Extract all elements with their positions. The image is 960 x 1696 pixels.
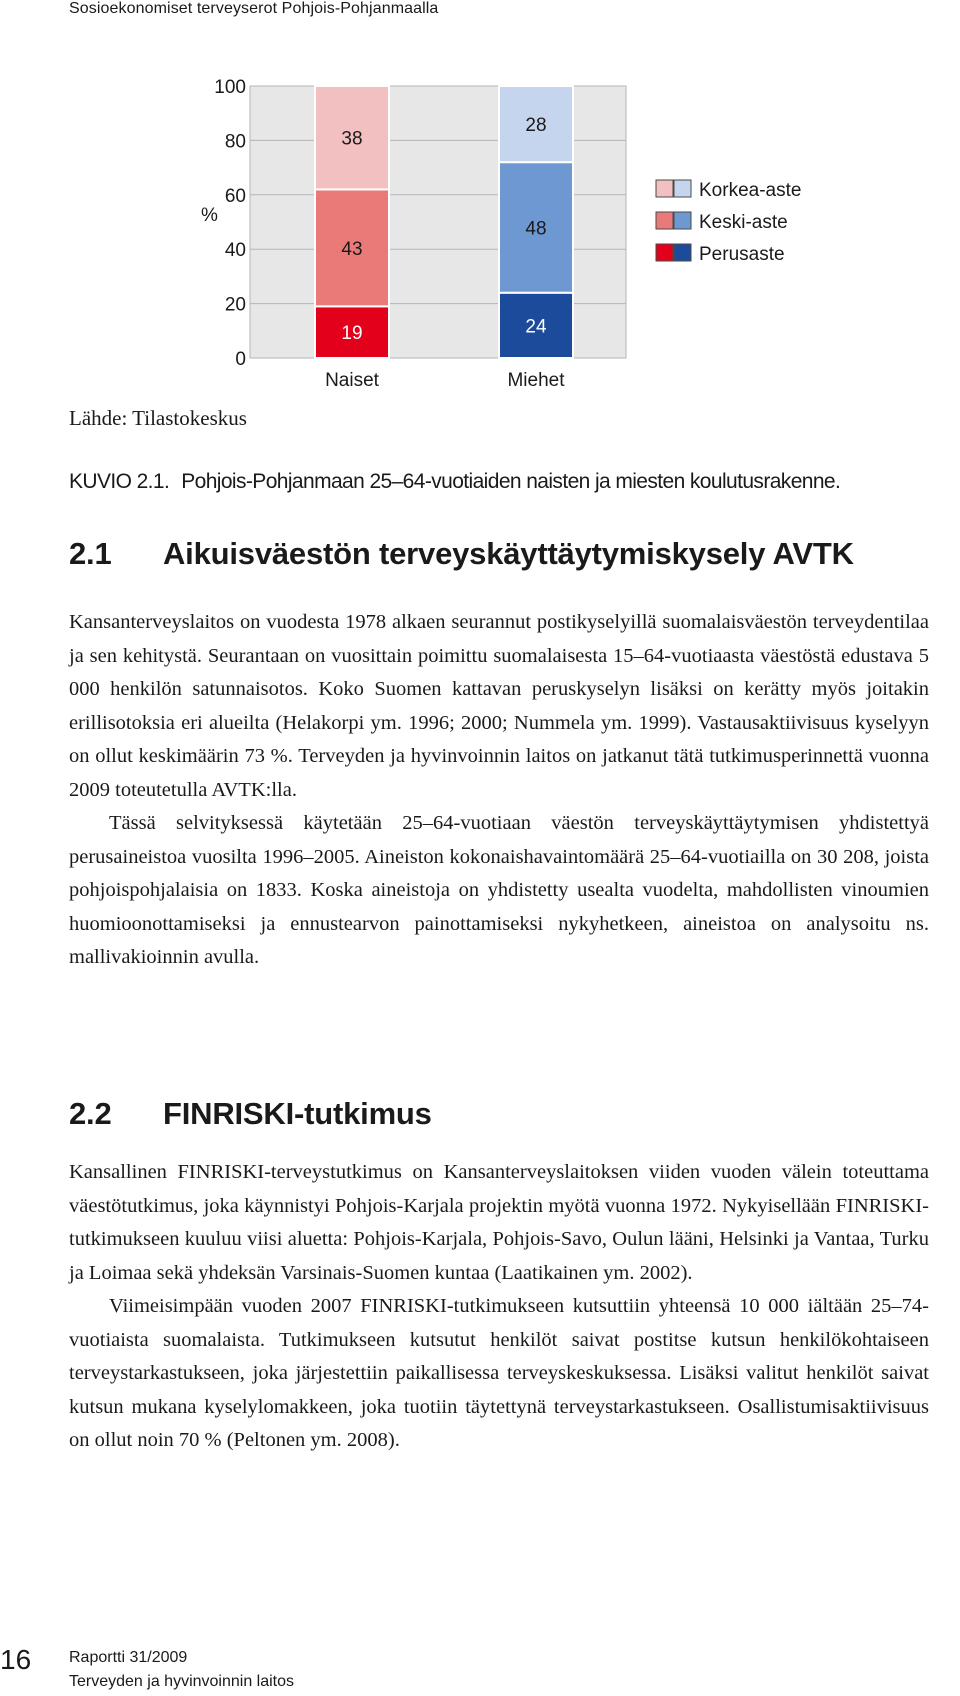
section-number: 2.1	[69, 536, 112, 571]
figure-caption-label: KUVIO 2.1.	[69, 470, 170, 493]
legend-swatch	[674, 212, 691, 229]
section-title: FINRISKI-tutkimus	[163, 1096, 432, 1131]
legend-swatch	[656, 180, 673, 197]
paragraph: Kansanterveyslaitos on vuodesta 1978 alkaen seurannut postikyselyillä suomalaisväestön terveydentilaa ja sen kehitystä. Seurantaan on vuosittain poimittu suomalaisesta 15–64-vuotiaasta väestöstä edustava 5 000 henkilön satunnaisotos. Koko Suomen kattavan peruskyselyn lisäksi on kerätty myös joitakin erillisotoksia eri alueilta (Helakorpi ym. 1996; 2000; Nummela ym. 1999). Vastausaktiivisuus kyselyyn on ollut keskimäärin 73 %. Terveyden ja hyvinvoinnin laitos on jatkanut tätä tutkimusperinnettä vuonna 2009 toteutetulla AVTK:lla.	[69, 611, 929, 801]
chart-legend	[656, 180, 801, 265]
footer-report: Raportti 31/2009	[69, 1649, 188, 1666]
figure-caption	[69, 470, 852, 494]
y-axis-label: %	[201, 205, 218, 226]
legend-swatch	[674, 180, 691, 197]
legend-swatch	[656, 212, 673, 229]
section-2-2-body	[69, 1156, 929, 1458]
paragraph: Tässä selvityksessä käytetään 25–64-vuotiaan väestön terveyskäyttäytymisen yhdistettyä perusaineistoa vuosilta 1996–2005. Aineiston kokonaishavaintomäärä 25–64-vuotiailla on 30 208, joista pohjoispohjalaisia on 1833. Koska aineistoja on yhdistetty usealta vuodelta, mahdollisten vinoumien huomioonottamiseksi ja ennustearvon painottamiseksi nykyhetkeen, aineistoa on analysoitu ns. mallivakioinnin avulla.	[69, 812, 929, 968]
paragraph: Viimeisimpään vuoden 2007 FINRISKI-tutkimukseen kutsuttiin yhteensä 10 000 iältään 25–74-vuotiaista suomalaista. Tutkimukseen kutsutut henkilöt saivat postitse kutsun henkilökohtaiseen terveystarkastukseen, joka järjestettiin paikallisessa terveyskeskuksessa. Lisäksi valitut henkilöt saivat kutsun mukana kyselylomakkeen, joka tuotiin täytettynä terveystarkastukseen. Osallistumisaktiivisuus on ollut noin 70 % (Peltonen ym. 2008).	[69, 1295, 929, 1451]
data-label: 28	[525, 115, 547, 137]
legend-label: Perusaste	[699, 244, 785, 265]
y-tick-label: 0	[235, 349, 246, 370]
footer-publisher: Terveyden ja hyvinvoinnin laitos	[69, 1673, 295, 1690]
section-number: 2.2	[69, 1096, 112, 1131]
running-head: Sosioekonomiset terveyserot Pohjois-Pohjanmaalla	[69, 0, 439, 17]
data-label: 38	[341, 128, 363, 150]
data-label: 48	[525, 218, 547, 240]
section-2-1-body	[69, 606, 929, 975]
x-tick-label: Miehet	[507, 370, 565, 391]
section-heading-2-1	[69, 536, 854, 572]
figure-caption-text: Pohjois-Pohjanmaan 25–64-vuotiaiden naisten ja miesten koulutusrakenne.	[181, 470, 841, 493]
section-title: Aikuisväestön terveyskäyttäytymiskysely AVTK	[163, 536, 854, 571]
y-axis-tick-labels	[214, 77, 246, 370]
data-label: 19	[341, 323, 363, 345]
chart-source: Lähde: Tilastokeskus	[69, 406, 247, 430]
legend-label: Korkea-aste	[699, 180, 802, 201]
legend-label: Keski-aste	[699, 212, 788, 233]
legend-swatch	[674, 244, 691, 261]
y-tick-label: 60	[224, 185, 246, 207]
data-label: 24	[525, 316, 547, 338]
y-tick-label: 80	[224, 131, 246, 153]
legend-swatch	[656, 244, 673, 261]
data-label: 43	[341, 238, 363, 260]
section-heading-2-2	[69, 1096, 432, 1132]
stacked-bar-chart	[0, 0, 960, 400]
page-footer	[69, 1646, 294, 1694]
y-tick-label: 40	[224, 240, 246, 262]
x-axis-category-labels	[325, 370, 565, 391]
y-tick-label: 100	[214, 77, 246, 98]
page-number: 16	[0, 1644, 32, 1675]
x-tick-label: Naiset	[325, 370, 379, 391]
y-tick-label: 20	[224, 294, 246, 316]
paragraph: Kansallinen FINRISKI-terveystutkimus on Kansanterveyslaitoksen viiden vuoden välein toteuttama väestötutkimus, joka käynnistyi Pohjois-Karjala projektin myötä vuonna 1972. Nykyisellään FINRISKI-tutkimukseen kuuluu viisi aluetta: Pohjois-Karjala, Pohjois-Savo, Oulun lääni, Helsinki ja Vantaa, Turku ja Loimaa sekä yhdeksän Varsinais-Suomen kuntaa (Laatikainen ym. 2002).	[69, 1161, 929, 1284]
